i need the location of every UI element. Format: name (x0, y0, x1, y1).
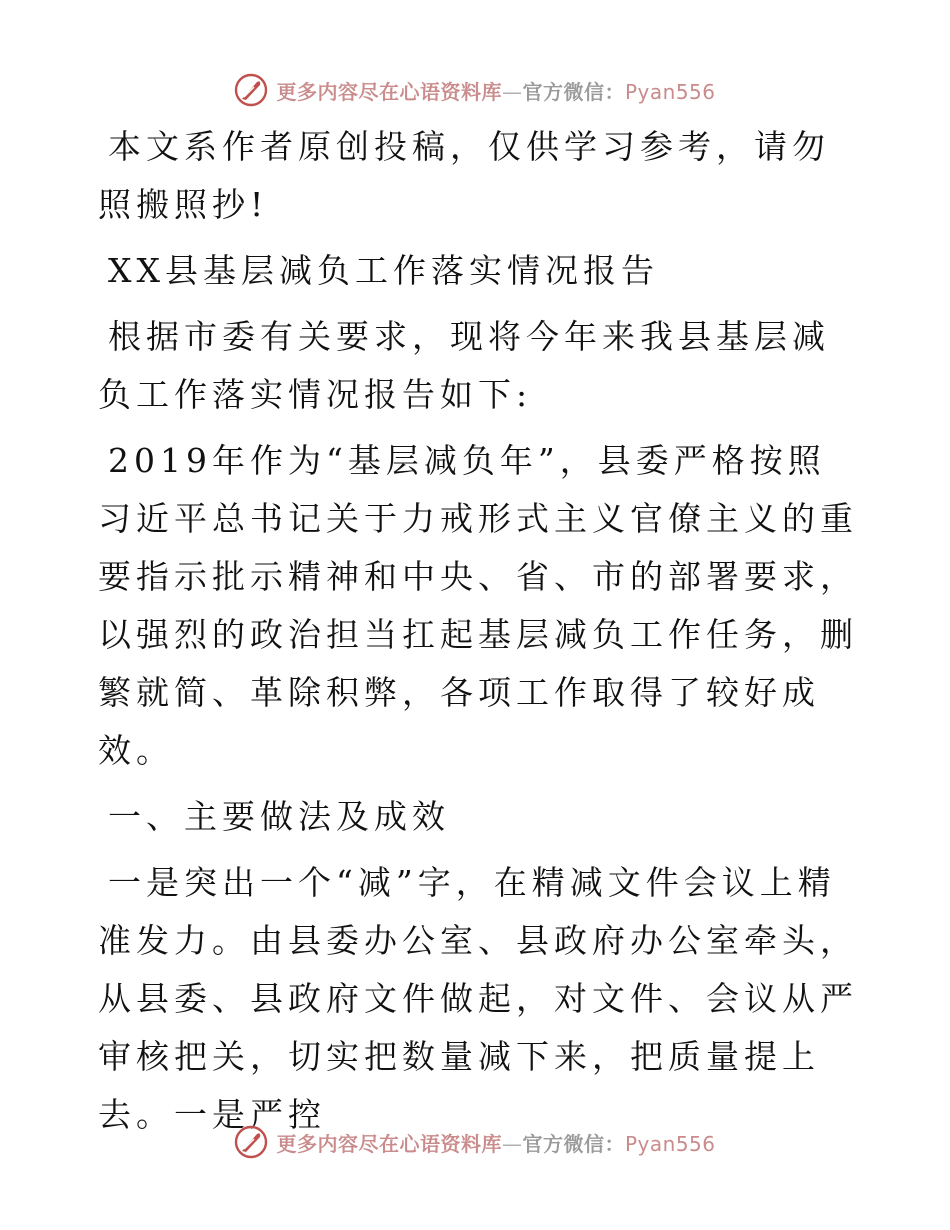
watermark-dash: — (501, 1131, 523, 1156)
watermark-label: 官方微信： (522, 1131, 625, 1156)
watermark-site: 更多内容尽在心语资料库 (276, 1131, 502, 1156)
document-body (98, 118, 858, 1152)
watermark-id: Pyan556 (624, 79, 716, 104)
watermark-label: 官方微信： (522, 79, 625, 104)
watermark-text (276, 1128, 715, 1157)
header-watermark (0, 68, 950, 112)
feather-pen-logo-icon (234, 73, 268, 107)
document-title: XX县基层减负工作落实情况报告 (108, 251, 659, 290)
watermark-id: Pyan556 (624, 1131, 716, 1156)
watermark-text (276, 76, 715, 105)
watermark-dash: — (501, 79, 523, 104)
body-paragraph-1: 2019年作为“基层减负年”，县委严格按照习近平总书记关于力戒形式主义官僚主义的重要指示批示精神和中央、省、市的部署要求，以强烈的政治担当扛起基层减负工作任务，删繁就简、革除积弊，各项工作取得了较好成效。 (98, 441, 858, 770)
section-heading: 一、主要做法及成效 (108, 797, 450, 836)
feather-pen-logo-icon (234, 1125, 268, 1159)
intro-paragraph: 根据市委有关要求，现将今年来我县基层减负工作落实情况报告如下: (98, 317, 830, 414)
footer-watermark (0, 1120, 950, 1164)
notice-text: 本文系作者原创投稿，仅供学习参考，请勿照搬照抄! (98, 127, 830, 224)
watermark-site: 更多内容尽在心语资料库 (276, 79, 502, 104)
body-paragraph-2: 一是突出一个“减”字，在精减文件会议上精准发力。由县委办公室、县政府办公室牵头，从县委、县政府文件做起，对文件、会议从严审核把关，切实把数量减下来，把质量提上去。一是严控 (98, 863, 858, 1134)
